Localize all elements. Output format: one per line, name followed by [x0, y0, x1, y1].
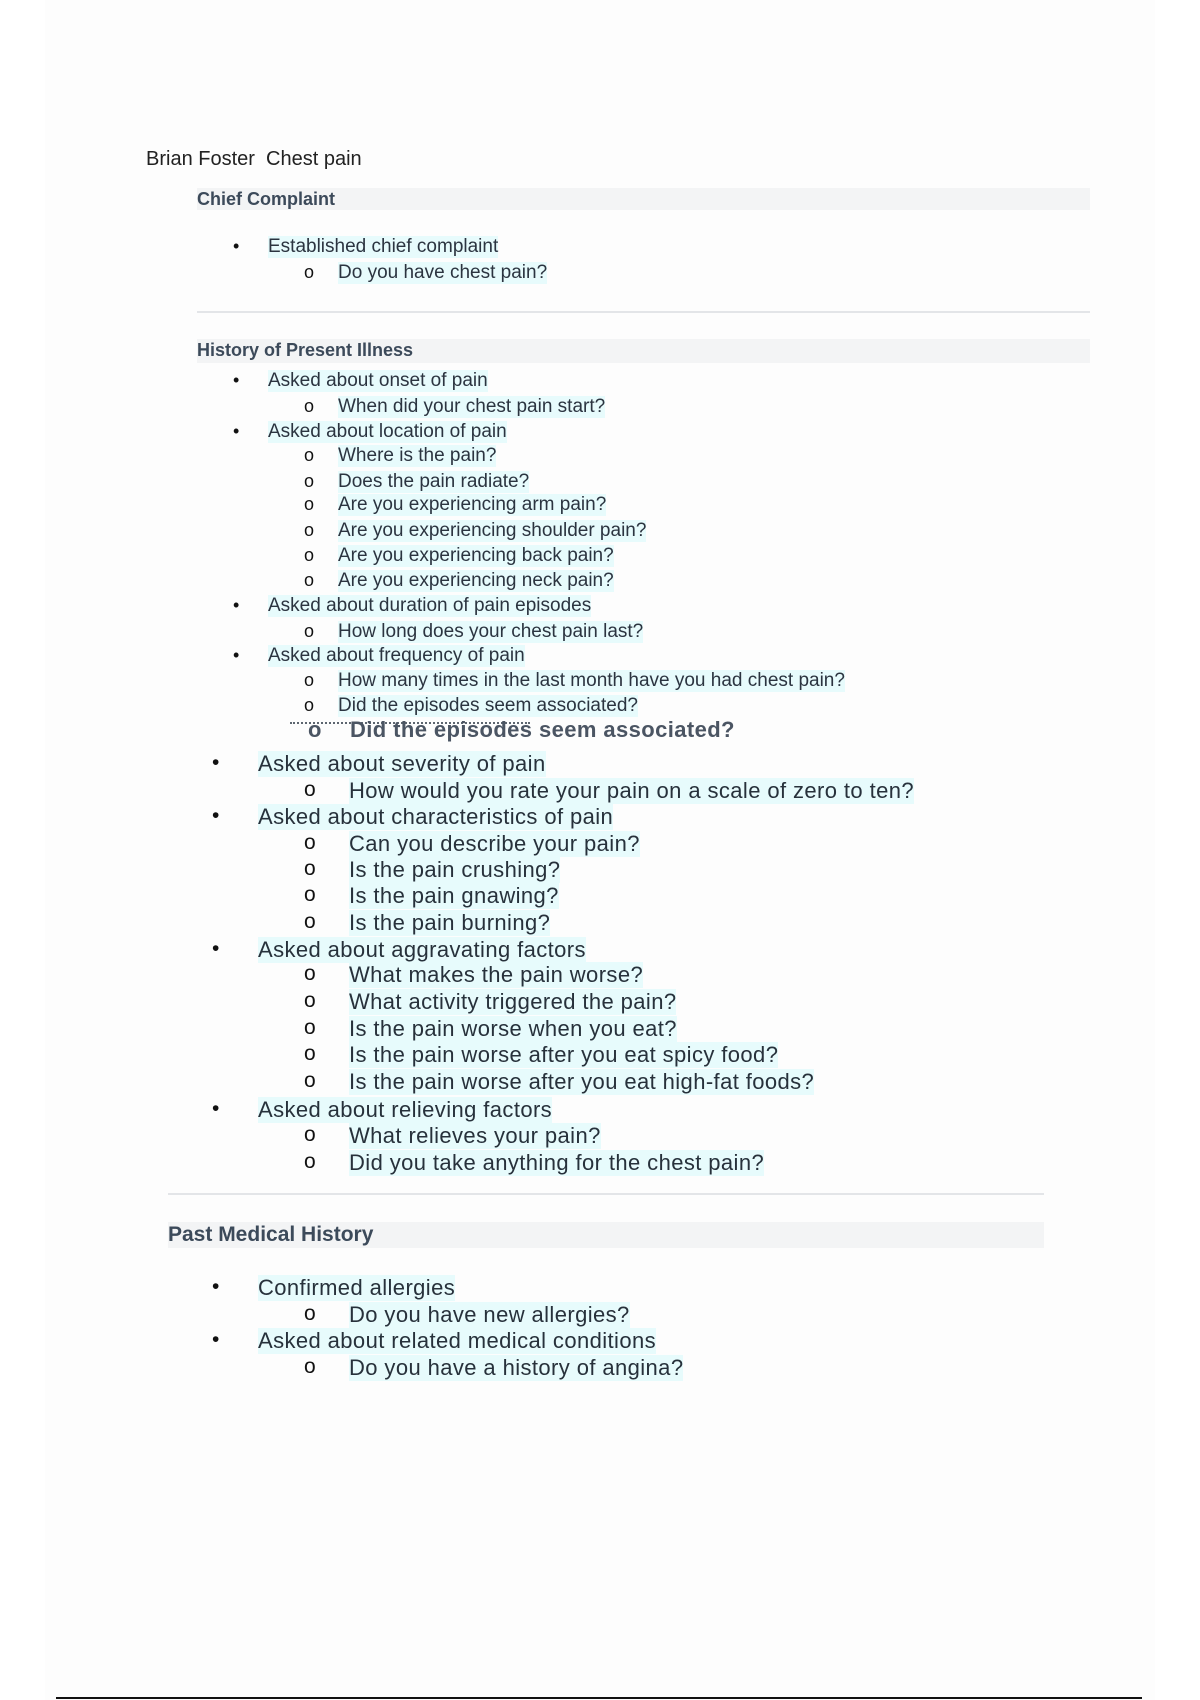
sub-item-text: Do you have new allergies? [349, 1302, 630, 1327]
sub-item-text: Is the pain burning? [349, 910, 551, 935]
sub-item-text: Did the episodes seem associated? [338, 695, 638, 716]
sub-bullet-marker: o [304, 1069, 316, 1092]
sub-bullet-marker: o [304, 570, 315, 590]
section-divider [168, 1193, 1044, 1195]
document-title: Brian Foster Chest pain [146, 148, 362, 170]
item-text: Asked about location of pain [268, 421, 507, 442]
sub-item-text: Can you describe your pain? [349, 831, 640, 856]
bullet-marker: • [233, 421, 240, 441]
item-text: Asked about characteristics of pain [258, 804, 614, 829]
sub-bullet-marker: o [304, 1016, 316, 1039]
sub-bullet-marker: o [304, 695, 315, 715]
sub-item-text: Does the pain radiate? [338, 471, 530, 492]
sub-item-text: Is the pain gnawing? [349, 883, 559, 908]
cutoff-text: o Did the episodes seem associated? [308, 717, 735, 742]
bullet-marker: • [212, 804, 220, 827]
sub-bullet-marker: o [304, 962, 316, 985]
sub-item-text: Do you have chest pain? [338, 262, 548, 283]
sub-item-text: What makes the pain worse? [349, 962, 644, 987]
bullet-marker: • [212, 1275, 220, 1298]
bullet-marker: • [212, 1328, 220, 1351]
item-text: Asked about duration of pain episodes [268, 595, 592, 616]
sub-item-text: Did you take anything for the chest pain? [349, 1150, 765, 1175]
sub-bullet-marker: o [304, 1355, 316, 1378]
pmh-heading: Past Medical History [168, 1222, 1044, 1248]
sub-bullet-marker: o [304, 520, 315, 540]
bullet-marker: • [212, 1097, 220, 1120]
sub-bullet-marker: o [304, 883, 316, 906]
item-text: Asked about onset of pain [268, 370, 488, 391]
bullet-marker: • [233, 236, 240, 256]
sub-bullet-marker: o [304, 1302, 316, 1325]
bullet-marker: • [233, 595, 240, 615]
hpi-heading: History of Present Illness [197, 339, 1090, 363]
cutoff-text-label: Did the episodes seem associated? [350, 717, 735, 742]
sub-bullet-marker: o [304, 545, 315, 565]
sub-bullet-marker: o [304, 778, 316, 801]
page-bottom-border [56, 1697, 1142, 1699]
bullet-marker: • [233, 370, 240, 390]
sub-item-text: Are you experiencing neck pain? [338, 570, 614, 591]
section-divider [197, 311, 1090, 313]
item-text: Asked about severity of pain [258, 751, 546, 776]
chief-complaint-heading: Chief Complaint [197, 188, 1090, 210]
sub-item-text: What activity triggered the pain? [349, 989, 677, 1014]
sub-item-text: How would you rate your pain on a scale of zero to ten? [349, 778, 914, 803]
sub-bullet-marker: o [304, 831, 316, 854]
sub-item-text: What relieves your pain? [349, 1123, 601, 1148]
sub-bullet-marker: o [304, 857, 316, 880]
sub-bullet-marker: o [304, 670, 315, 690]
item-text: Asked about frequency of pain [268, 645, 525, 666]
sub-item-text: Is the pain crushing? [349, 857, 561, 882]
sub-item-text: Is the pain worse when you eat? [349, 1016, 677, 1041]
sub-item-text: Where is the pain? [338, 445, 497, 466]
sub-bullet-marker: o [304, 494, 315, 514]
sub-item-text: How long does your chest pain last? [338, 621, 644, 642]
item-text: Asked about aggravating factors [258, 937, 586, 962]
sub-bullet-marker: o [304, 989, 316, 1012]
sub-item-text: Are you experiencing shoulder pain? [338, 520, 647, 541]
item-text: Asked about related medical conditions [258, 1328, 656, 1353]
sub-item-text: Do you have a history of angina? [349, 1355, 684, 1380]
item-text: Established chief complaint [268, 236, 499, 257]
item-text: Asked about relieving factors [258, 1097, 553, 1122]
sub-bullet-marker: o [304, 621, 315, 641]
bullet-marker: • [212, 937, 220, 960]
sub-bullet-marker: o [304, 262, 315, 282]
bullet-marker: • [233, 645, 240, 665]
sub-item-text: Are you experiencing arm pain? [338, 494, 607, 515]
sub-bullet-marker: o [304, 1123, 316, 1146]
sub-item-text: Is the pain worse after you eat high-fat foods? [349, 1069, 815, 1094]
sub-item-text: Is the pain worse after you eat spicy food? [349, 1042, 779, 1067]
sub-bullet-marker: o [304, 910, 316, 933]
sub-bullet-marker: o [304, 471, 315, 491]
sub-bullet-marker: o [304, 1150, 316, 1173]
item-text: Confirmed allergies [258, 1275, 456, 1300]
bullet-marker: • [212, 751, 220, 774]
sub-bullet-marker: o [304, 396, 315, 416]
sub-bullet-marker: o [304, 445, 315, 465]
sub-item-text: When did your chest pain start? [338, 396, 606, 417]
sub-bullet-marker: o [304, 1042, 316, 1065]
sub-item-text: How many times in the last month have you had chest pain? [338, 670, 845, 691]
sub-item-text: Are you experiencing back pain? [338, 545, 614, 566]
